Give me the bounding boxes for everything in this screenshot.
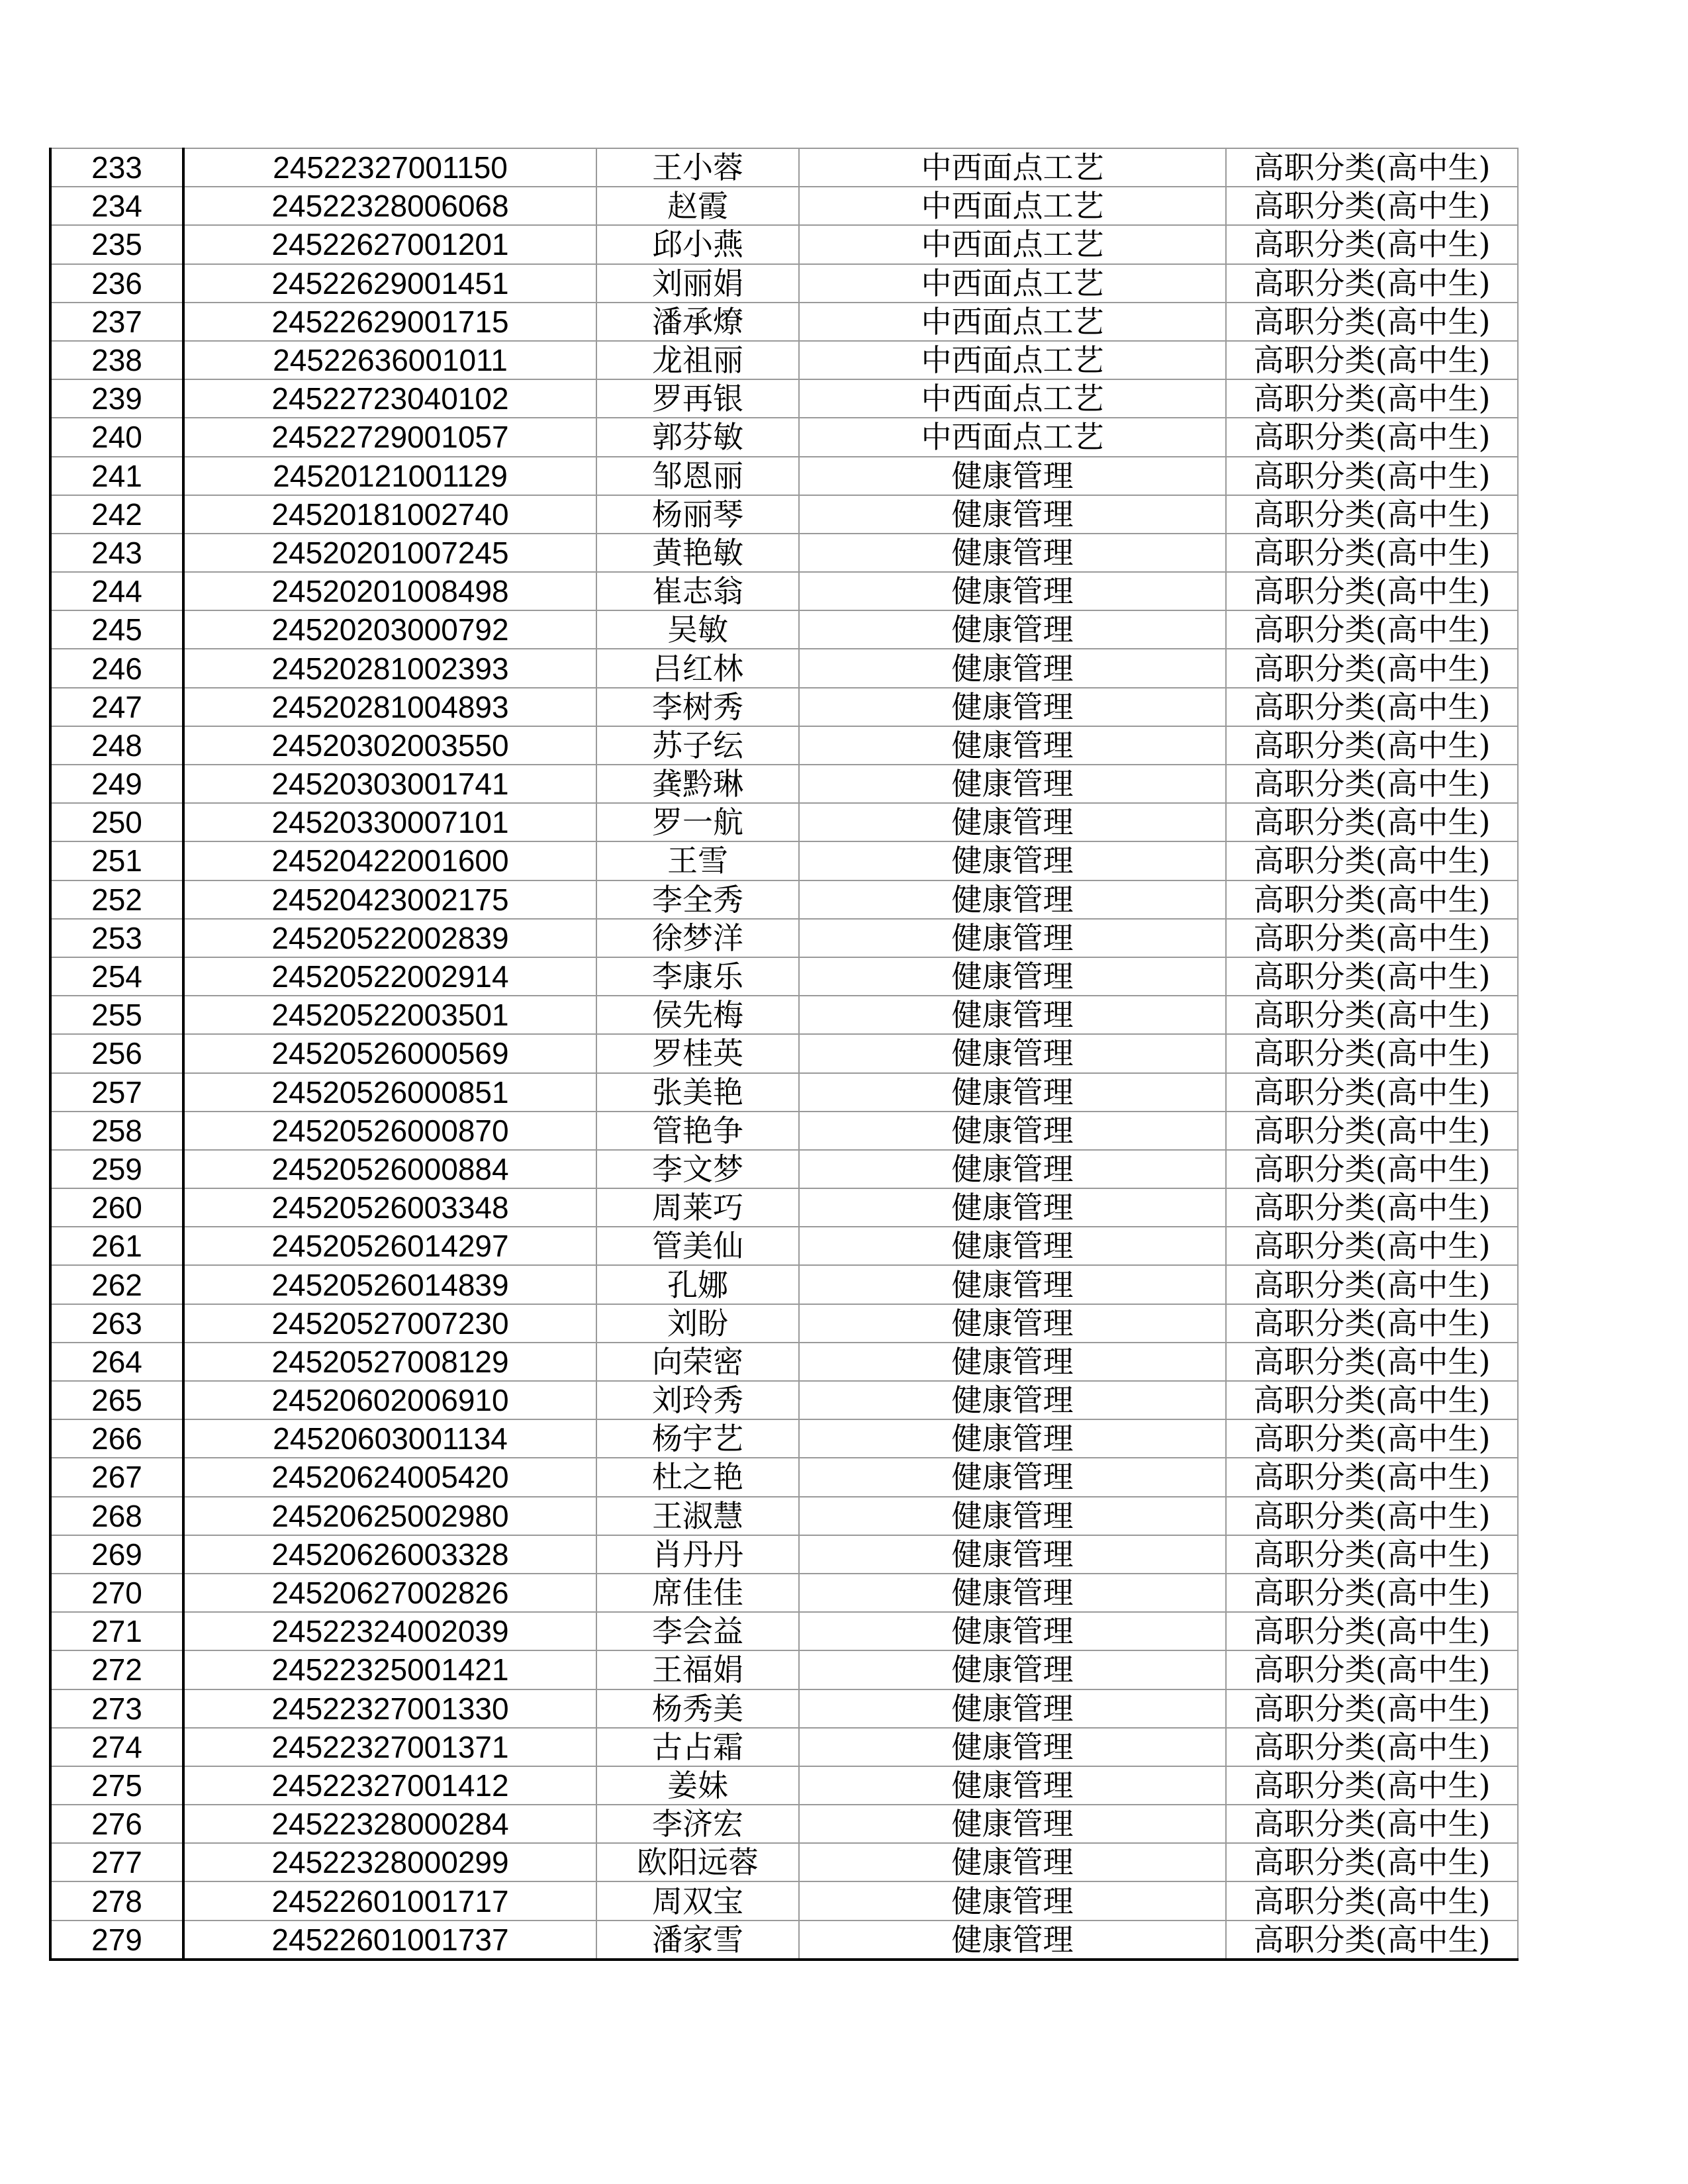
category-cell: 高职分类(高中生) bbox=[1226, 1650, 1518, 1689]
student-name-cell: 邹恩丽 bbox=[596, 457, 799, 495]
table-row bbox=[50, 765, 1518, 803]
major-cell: 中西面点工艺 bbox=[799, 341, 1226, 379]
major-cell: 健康管理 bbox=[799, 1805, 1226, 1843]
table-row bbox=[50, 264, 1518, 303]
category-cell: 高职分类(高中生) bbox=[1226, 534, 1518, 572]
category-cell: 高职分类(高中生) bbox=[1226, 880, 1518, 919]
table-row bbox=[50, 1650, 1518, 1689]
seq-cell: 270 bbox=[50, 1574, 183, 1612]
exam-number-cell: 24520603001134 bbox=[183, 1419, 596, 1458]
major-cell: 健康管理 bbox=[799, 1381, 1226, 1419]
seq-cell: 272 bbox=[50, 1650, 183, 1689]
seq-cell: 253 bbox=[50, 919, 183, 957]
roster-sheet bbox=[49, 148, 1519, 1961]
seq-cell: 278 bbox=[50, 1881, 183, 1920]
table-row bbox=[50, 148, 1518, 187]
student-name-cell: 潘承燎 bbox=[596, 303, 799, 341]
table-row bbox=[50, 1188, 1518, 1227]
student-name-cell: 龚黔琳 bbox=[596, 765, 799, 803]
seq-cell: 243 bbox=[50, 534, 183, 572]
major-cell: 健康管理 bbox=[799, 1843, 1226, 1881]
student-name-cell: 席佳佳 bbox=[596, 1574, 799, 1612]
student-name-cell: 管美仙 bbox=[596, 1227, 799, 1265]
student-name-cell: 罗桂英 bbox=[596, 1034, 799, 1072]
seq-cell: 240 bbox=[50, 418, 183, 456]
table-row bbox=[50, 1458, 1518, 1496]
student-name-cell: 刘丽娟 bbox=[596, 264, 799, 303]
category-cell: 高职分类(高中生) bbox=[1226, 1034, 1518, 1072]
seq-cell: 245 bbox=[50, 610, 183, 649]
student-name-cell: 孔娜 bbox=[596, 1265, 799, 1304]
exam-number-cell: 24520526000851 bbox=[183, 1073, 596, 1112]
student-name-cell: 邱小燕 bbox=[596, 225, 799, 263]
table-row bbox=[50, 457, 1518, 495]
major-cell: 健康管理 bbox=[799, 1612, 1226, 1650]
category-cell: 高职分类(高中生) bbox=[1226, 1265, 1518, 1304]
student-name-cell: 王小蓉 bbox=[596, 148, 799, 187]
exam-number-cell: 24522327001150 bbox=[183, 148, 596, 187]
major-cell: 健康管理 bbox=[799, 919, 1226, 957]
table-row bbox=[50, 1843, 1518, 1881]
table-row bbox=[50, 996, 1518, 1034]
major-cell: 健康管理 bbox=[799, 649, 1226, 687]
major-cell: 健康管理 bbox=[799, 1034, 1226, 1072]
student-name-cell: 向荣密 bbox=[596, 1343, 799, 1381]
category-cell: 高职分类(高中生) bbox=[1226, 495, 1518, 534]
student-name-cell: 潘家雪 bbox=[596, 1921, 799, 1960]
major-cell: 健康管理 bbox=[799, 726, 1226, 765]
seq-cell: 265 bbox=[50, 1381, 183, 1419]
exam-number-cell: 24520181002740 bbox=[183, 495, 596, 534]
table-row bbox=[50, 1112, 1518, 1150]
category-cell: 高职分类(高中生) bbox=[1226, 1419, 1518, 1458]
exam-number-cell: 24522723040102 bbox=[183, 379, 596, 418]
category-cell: 高职分类(高中生) bbox=[1226, 1921, 1518, 1960]
table-row bbox=[50, 1343, 1518, 1381]
exam-number-cell: 24522327001371 bbox=[183, 1728, 596, 1766]
major-cell: 健康管理 bbox=[799, 1304, 1226, 1343]
student-name-cell: 王福娟 bbox=[596, 1650, 799, 1689]
seq-cell: 267 bbox=[50, 1458, 183, 1496]
exam-number-cell: 24522627001201 bbox=[183, 225, 596, 263]
exam-number-cell: 24520627002826 bbox=[183, 1574, 596, 1612]
table-row bbox=[50, 841, 1518, 880]
student-name-cell: 罗一航 bbox=[596, 803, 799, 841]
category-cell: 高职分类(高中生) bbox=[1226, 187, 1518, 225]
category-cell: 高职分类(高中生) bbox=[1226, 1343, 1518, 1381]
table-row bbox=[50, 187, 1518, 225]
student-name-cell: 古占霜 bbox=[596, 1728, 799, 1766]
exam-number-cell: 24520522002839 bbox=[183, 919, 596, 957]
seq-cell: 248 bbox=[50, 726, 183, 765]
exam-number-cell: 24520302003550 bbox=[183, 726, 596, 765]
major-cell: 健康管理 bbox=[799, 1458, 1226, 1496]
seq-cell: 269 bbox=[50, 1535, 183, 1574]
category-cell: 高职分类(高中生) bbox=[1226, 1535, 1518, 1574]
exam-number-cell: 24522629001715 bbox=[183, 303, 596, 341]
seq-cell: 273 bbox=[50, 1689, 183, 1728]
exam-number-cell: 24520201008498 bbox=[183, 572, 596, 610]
student-name-cell: 杜之艳 bbox=[596, 1458, 799, 1496]
seq-cell: 252 bbox=[50, 880, 183, 919]
seq-cell: 235 bbox=[50, 225, 183, 263]
exam-number-cell: 24522328000299 bbox=[183, 1843, 596, 1881]
exam-number-cell: 24520526003348 bbox=[183, 1188, 596, 1227]
student-name-cell: 李全秀 bbox=[596, 880, 799, 919]
category-cell: 高职分类(高中生) bbox=[1226, 303, 1518, 341]
exam-number-cell: 24520423002175 bbox=[183, 880, 596, 919]
seq-cell: 259 bbox=[50, 1150, 183, 1188]
table-row bbox=[50, 1535, 1518, 1574]
table-row bbox=[50, 919, 1518, 957]
student-name-cell: 刘玲秀 bbox=[596, 1381, 799, 1419]
seq-cell: 279 bbox=[50, 1921, 183, 1960]
seq-cell: 244 bbox=[50, 572, 183, 610]
major-cell: 健康管理 bbox=[799, 957, 1226, 996]
major-cell: 中西面点工艺 bbox=[799, 187, 1226, 225]
major-cell: 健康管理 bbox=[799, 1650, 1226, 1689]
category-cell: 高职分类(高中生) bbox=[1226, 1728, 1518, 1766]
student-name-cell: 吕红林 bbox=[596, 649, 799, 687]
major-cell: 健康管理 bbox=[799, 1265, 1226, 1304]
category-cell: 高职分类(高中生) bbox=[1226, 457, 1518, 495]
category-cell: 高职分类(高中生) bbox=[1226, 148, 1518, 187]
table-row bbox=[50, 1612, 1518, 1650]
category-cell: 高职分类(高中生) bbox=[1226, 1497, 1518, 1535]
major-cell: 健康管理 bbox=[799, 1150, 1226, 1188]
seq-cell: 239 bbox=[50, 379, 183, 418]
category-cell: 高职分类(高中生) bbox=[1226, 1766, 1518, 1805]
student-name-cell: 肖丹丹 bbox=[596, 1535, 799, 1574]
seq-cell: 237 bbox=[50, 303, 183, 341]
student-name-cell: 杨丽琴 bbox=[596, 495, 799, 534]
seq-cell: 255 bbox=[50, 996, 183, 1034]
major-cell: 健康管理 bbox=[799, 880, 1226, 919]
seq-cell: 247 bbox=[50, 688, 183, 726]
exam-number-cell: 24520526000569 bbox=[183, 1034, 596, 1072]
major-cell: 健康管理 bbox=[799, 572, 1226, 610]
seq-cell: 241 bbox=[50, 457, 183, 495]
table-row bbox=[50, 303, 1518, 341]
category-cell: 高职分类(高中生) bbox=[1226, 1188, 1518, 1227]
seq-cell: 254 bbox=[50, 957, 183, 996]
category-cell: 高职分类(高中生) bbox=[1226, 1843, 1518, 1881]
student-name-cell: 周双宝 bbox=[596, 1881, 799, 1920]
student-name-cell: 欧阳远蓉 bbox=[596, 1843, 799, 1881]
seq-cell: 249 bbox=[50, 765, 183, 803]
category-cell: 高职分类(高中生) bbox=[1226, 264, 1518, 303]
student-name-cell: 徐梦洋 bbox=[596, 919, 799, 957]
exam-number-cell: 24522601001737 bbox=[183, 1921, 596, 1960]
major-cell: 健康管理 bbox=[799, 688, 1226, 726]
major-cell: 健康管理 bbox=[799, 610, 1226, 649]
table-row bbox=[50, 649, 1518, 687]
category-cell: 高职分类(高中生) bbox=[1226, 1073, 1518, 1112]
student-name-cell: 王雪 bbox=[596, 841, 799, 880]
table-row bbox=[50, 1227, 1518, 1265]
exam-number-cell: 24520602006910 bbox=[183, 1381, 596, 1419]
major-cell: 健康管理 bbox=[799, 803, 1226, 841]
table-row bbox=[50, 803, 1518, 841]
student-name-cell: 管艳争 bbox=[596, 1112, 799, 1150]
table-row bbox=[50, 379, 1518, 418]
seq-cell: 262 bbox=[50, 1265, 183, 1304]
roster-table bbox=[49, 148, 1519, 1961]
category-cell: 高职分类(高中生) bbox=[1226, 1689, 1518, 1728]
category-cell: 高职分类(高中生) bbox=[1226, 341, 1518, 379]
seq-cell: 275 bbox=[50, 1766, 183, 1805]
table-row bbox=[50, 534, 1518, 572]
seq-cell: 257 bbox=[50, 1073, 183, 1112]
major-cell: 健康管理 bbox=[799, 1227, 1226, 1265]
student-name-cell: 郭芬敏 bbox=[596, 418, 799, 456]
table-row bbox=[50, 1497, 1518, 1535]
seq-cell: 233 bbox=[50, 148, 183, 187]
seq-cell: 277 bbox=[50, 1843, 183, 1881]
category-cell: 高职分类(高中生) bbox=[1226, 765, 1518, 803]
major-cell: 健康管理 bbox=[799, 1921, 1226, 1960]
table-row bbox=[50, 1574, 1518, 1612]
exam-number-cell: 24520522003501 bbox=[183, 996, 596, 1034]
category-cell: 高职分类(高中生) bbox=[1226, 1150, 1518, 1188]
table-row bbox=[50, 418, 1518, 456]
student-name-cell: 张美艳 bbox=[596, 1073, 799, 1112]
seq-cell: 250 bbox=[50, 803, 183, 841]
seq-cell: 258 bbox=[50, 1112, 183, 1150]
exam-number-cell: 24520527008129 bbox=[183, 1343, 596, 1381]
category-cell: 高职分类(高中生) bbox=[1226, 1381, 1518, 1419]
category-cell: 高职分类(高中生) bbox=[1226, 1227, 1518, 1265]
student-name-cell: 崔志翁 bbox=[596, 572, 799, 610]
student-name-cell: 杨宇艺 bbox=[596, 1419, 799, 1458]
category-cell: 高职分类(高中生) bbox=[1226, 1112, 1518, 1150]
seq-cell: 266 bbox=[50, 1419, 183, 1458]
major-cell: 健康管理 bbox=[799, 996, 1226, 1034]
major-cell: 中西面点工艺 bbox=[799, 379, 1226, 418]
table-row bbox=[50, 1265, 1518, 1304]
table-row bbox=[50, 1073, 1518, 1112]
exam-number-cell: 24522729001057 bbox=[183, 418, 596, 456]
exam-number-cell: 24520281002393 bbox=[183, 649, 596, 687]
student-name-cell: 黄艳敏 bbox=[596, 534, 799, 572]
table-row bbox=[50, 726, 1518, 765]
major-cell: 健康管理 bbox=[799, 1497, 1226, 1535]
exam-number-cell: 24520203000792 bbox=[183, 610, 596, 649]
major-cell: 健康管理 bbox=[799, 1073, 1226, 1112]
table-row bbox=[50, 341, 1518, 379]
major-cell: 中西面点工艺 bbox=[799, 148, 1226, 187]
table-row bbox=[50, 225, 1518, 263]
exam-number-cell: 24522324002039 bbox=[183, 1612, 596, 1650]
category-cell: 高职分类(高中生) bbox=[1226, 803, 1518, 841]
category-cell: 高职分类(高中生) bbox=[1226, 1574, 1518, 1612]
exam-number-cell: 24522328006068 bbox=[183, 187, 596, 225]
table-row bbox=[50, 957, 1518, 996]
exam-number-cell: 24520624005420 bbox=[183, 1458, 596, 1496]
student-name-cell: 苏子纭 bbox=[596, 726, 799, 765]
seq-cell: 246 bbox=[50, 649, 183, 687]
exam-number-cell: 24520625002980 bbox=[183, 1497, 596, 1535]
category-cell: 高职分类(高中生) bbox=[1226, 225, 1518, 263]
seq-cell: 264 bbox=[50, 1343, 183, 1381]
seq-cell: 276 bbox=[50, 1805, 183, 1843]
table-row bbox=[50, 688, 1518, 726]
seq-cell: 234 bbox=[50, 187, 183, 225]
table-row bbox=[50, 610, 1518, 649]
category-cell: 高职分类(高中生) bbox=[1226, 688, 1518, 726]
table-row bbox=[50, 495, 1518, 534]
category-cell: 高职分类(高中生) bbox=[1226, 1612, 1518, 1650]
table-row bbox=[50, 1921, 1518, 1960]
category-cell: 高职分类(高中生) bbox=[1226, 379, 1518, 418]
table-row bbox=[50, 1881, 1518, 1920]
seq-cell: 238 bbox=[50, 341, 183, 379]
major-cell: 健康管理 bbox=[799, 534, 1226, 572]
table-row bbox=[50, 1150, 1518, 1188]
table-row bbox=[50, 1304, 1518, 1343]
student-name-cell: 李康乐 bbox=[596, 957, 799, 996]
major-cell: 健康管理 bbox=[799, 457, 1226, 495]
table-row bbox=[50, 1034, 1518, 1072]
student-name-cell: 龙祖丽 bbox=[596, 341, 799, 379]
student-name-cell: 周莱巧 bbox=[596, 1188, 799, 1227]
exam-number-cell: 24522629001451 bbox=[183, 264, 596, 303]
student-name-cell: 李树秀 bbox=[596, 688, 799, 726]
student-name-cell: 李文梦 bbox=[596, 1150, 799, 1188]
major-cell: 健康管理 bbox=[799, 765, 1226, 803]
major-cell: 健康管理 bbox=[799, 841, 1226, 880]
category-cell: 高职分类(高中生) bbox=[1226, 610, 1518, 649]
seq-cell: 271 bbox=[50, 1612, 183, 1650]
exam-number-cell: 24520303001741 bbox=[183, 765, 596, 803]
seq-cell: 260 bbox=[50, 1188, 183, 1227]
table-row bbox=[50, 1689, 1518, 1728]
category-cell: 高职分类(高中生) bbox=[1226, 418, 1518, 456]
table-row bbox=[50, 880, 1518, 919]
table-row bbox=[50, 572, 1518, 610]
seq-cell: 256 bbox=[50, 1034, 183, 1072]
category-cell: 高职分类(高中生) bbox=[1226, 1881, 1518, 1920]
major-cell: 健康管理 bbox=[799, 1343, 1226, 1381]
major-cell: 中西面点工艺 bbox=[799, 225, 1226, 263]
category-cell: 高职分类(高中生) bbox=[1226, 572, 1518, 610]
table-row bbox=[50, 1419, 1518, 1458]
exam-number-cell: 24520526000870 bbox=[183, 1112, 596, 1150]
major-cell: 中西面点工艺 bbox=[799, 303, 1226, 341]
student-name-cell: 杨秀美 bbox=[596, 1689, 799, 1728]
roster-table-body bbox=[50, 148, 1518, 1960]
student-name-cell: 罗再银 bbox=[596, 379, 799, 418]
seq-cell: 236 bbox=[50, 264, 183, 303]
exam-number-cell: 24522636001011 bbox=[183, 341, 596, 379]
category-cell: 高职分类(高中生) bbox=[1226, 649, 1518, 687]
exam-number-cell: 24522327001330 bbox=[183, 1689, 596, 1728]
exam-number-cell: 24522328000284 bbox=[183, 1805, 596, 1843]
seq-cell: 263 bbox=[50, 1304, 183, 1343]
seq-cell: 251 bbox=[50, 841, 183, 880]
student-name-cell: 吴敏 bbox=[596, 610, 799, 649]
seq-cell: 242 bbox=[50, 495, 183, 534]
category-cell: 高职分类(高中生) bbox=[1226, 919, 1518, 957]
exam-number-cell: 24520526014839 bbox=[183, 1265, 596, 1304]
exam-number-cell: 24520527007230 bbox=[183, 1304, 596, 1343]
student-name-cell: 李济宏 bbox=[596, 1805, 799, 1843]
exam-number-cell: 24522325001421 bbox=[183, 1650, 596, 1689]
exam-number-cell: 24520526014297 bbox=[183, 1227, 596, 1265]
student-name-cell: 李会益 bbox=[596, 1612, 799, 1650]
table-row bbox=[50, 1728, 1518, 1766]
major-cell: 健康管理 bbox=[799, 1728, 1226, 1766]
major-cell: 中西面点工艺 bbox=[799, 418, 1226, 456]
major-cell: 中西面点工艺 bbox=[799, 264, 1226, 303]
major-cell: 健康管理 bbox=[799, 1574, 1226, 1612]
seq-cell: 268 bbox=[50, 1497, 183, 1535]
student-name-cell: 姜妹 bbox=[596, 1766, 799, 1805]
exam-number-cell: 24520526000884 bbox=[183, 1150, 596, 1188]
exam-number-cell: 24520422001600 bbox=[183, 841, 596, 880]
exam-number-cell: 24520522002914 bbox=[183, 957, 596, 996]
major-cell: 健康管理 bbox=[799, 1419, 1226, 1458]
category-cell: 高职分类(高中生) bbox=[1226, 1805, 1518, 1843]
exam-number-cell: 24520281004893 bbox=[183, 688, 596, 726]
category-cell: 高职分类(高中生) bbox=[1226, 957, 1518, 996]
category-cell: 高职分类(高中生) bbox=[1226, 726, 1518, 765]
exam-number-cell: 24520626003328 bbox=[183, 1535, 596, 1574]
major-cell: 健康管理 bbox=[799, 1112, 1226, 1150]
student-name-cell: 王淑慧 bbox=[596, 1497, 799, 1535]
student-name-cell: 刘盼 bbox=[596, 1304, 799, 1343]
category-cell: 高职分类(高中生) bbox=[1226, 1304, 1518, 1343]
exam-number-cell: 24522327001412 bbox=[183, 1766, 596, 1805]
student-name-cell: 赵霞 bbox=[596, 187, 799, 225]
category-cell: 高职分类(高中生) bbox=[1226, 1458, 1518, 1496]
exam-number-cell: 24520330007101 bbox=[183, 803, 596, 841]
major-cell: 健康管理 bbox=[799, 495, 1226, 534]
major-cell: 健康管理 bbox=[799, 1535, 1226, 1574]
major-cell: 健康管理 bbox=[799, 1188, 1226, 1227]
seq-cell: 274 bbox=[50, 1728, 183, 1766]
exam-number-cell: 24522601001717 bbox=[183, 1881, 596, 1920]
category-cell: 高职分类(高中生) bbox=[1226, 841, 1518, 880]
major-cell: 健康管理 bbox=[799, 1766, 1226, 1805]
major-cell: 健康管理 bbox=[799, 1689, 1226, 1728]
table-row bbox=[50, 1766, 1518, 1805]
student-name-cell: 侯先梅 bbox=[596, 996, 799, 1034]
table-row bbox=[50, 1381, 1518, 1419]
exam-number-cell: 24520201007245 bbox=[183, 534, 596, 572]
exam-number-cell: 24520121001129 bbox=[183, 457, 596, 495]
category-cell: 高职分类(高中生) bbox=[1226, 996, 1518, 1034]
seq-cell: 261 bbox=[50, 1227, 183, 1265]
major-cell: 健康管理 bbox=[799, 1881, 1226, 1920]
table-row bbox=[50, 1805, 1518, 1843]
